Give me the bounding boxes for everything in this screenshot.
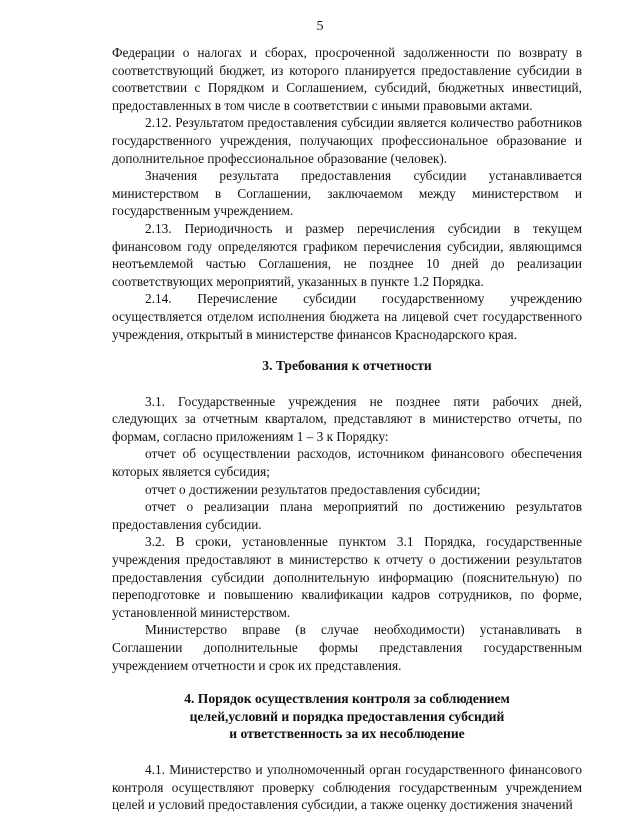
- paragraph-result-values: Значения результата предоставления субсидии устанавливается министерством в Соглашении, заключаемом между министерством и государственным учреждением.: [112, 168, 582, 219]
- report-item-plan: отчет о реализации плана мероприятий по достижению результатов предоставления субсидии.: [112, 499, 582, 532]
- section-3-heading: 3. Требования к отчетности: [262, 358, 432, 374]
- paragraph-2-13: 2.13. Периодичность и размер перечисления субсидии в текущем финансовом году определяются графиком перечисления субсидии, являющимся неотъемлемой частью Соглашения, не позднее 10 дней до реализации соответствующих мероприятий, указанных в пункте 1.2 Порядка.: [112, 220, 582, 289]
- paragraph-2-12: 2.12. Результатом предоставления субсидии является количество работников государственного учреждения, получающих профессиональное образование и дополнительное профессиональное образование (человек).: [112, 115, 582, 166]
- section-4-heading-line-2: целей,условий и порядка предоставления субсидий: [189, 708, 505, 724]
- section-4-heading-line-3: и ответственность за их несоблюдение: [229, 726, 465, 742]
- paragraph-ministry-rights: Министерство вправе (в случае необходимости) устанавливать в Соглашении дополнительные формы представления государственным учреждением отчетности и срок их представления.: [112, 622, 582, 673]
- report-item-expenses: отчет об осуществлении расходов, источником финансового обеспечения которых является субсидия;: [112, 446, 582, 480]
- paragraph-3-1: 3.1. Государственные учреждения не позднее пяти рабочих дней, следующих за отчетным кварталом, представляют в министерство отчеты, по формам, согласно приложениям 1 – 3 к Порядку:: [112, 393, 582, 444]
- paragraph-continuation: Федерации о налогах и сборах, просроченной задолженности по возврату в соответствующий бюджет, из которого планируется предоставление субсидии в соответствии с Порядком и Соглашением, субсидий, бюджетных инвестиций, предоставленных в том числе в соответствии с иными правовыми актами.: [112, 45, 582, 113]
- report-item-results: отчет о достижении результатов предоставления субсидии;: [145, 481, 481, 497]
- paragraph-3-2: 3.2. В сроки, установленные пунктом 3.1 Порядка, государственные учреждения предоставляют в министерство к отчету о достижении результатов предоставления субсидии дополнительную информацию (пояснительную) по переподготовке и повышению квалификации кадров сотрудников, по форме, установленной министерством.: [112, 534, 582, 620]
- paragraph-2-14: 2.14. Перечисление субсидии государственному учреждению осуществляется отделом исполнения бюджета на лицевой счет государственного учреждения, открытый в министерстве финансов Краснодарского края.: [112, 291, 582, 342]
- page-number: 5: [316, 19, 324, 34]
- section-4-heading: [112, 690, 582, 743]
- section-4-heading-line-1: 4. Порядок осуществления контроля за соблюдением: [184, 691, 510, 707]
- page-content: [112, 44, 582, 814]
- paragraph-4-1: 4.1. Министерство и уполномоченный орган государственного финансового контроля осуществляют проверку соблюдения государственным учреждением целей и условий предоставления субсидии, а также оценку достижения значений: [112, 761, 582, 813]
